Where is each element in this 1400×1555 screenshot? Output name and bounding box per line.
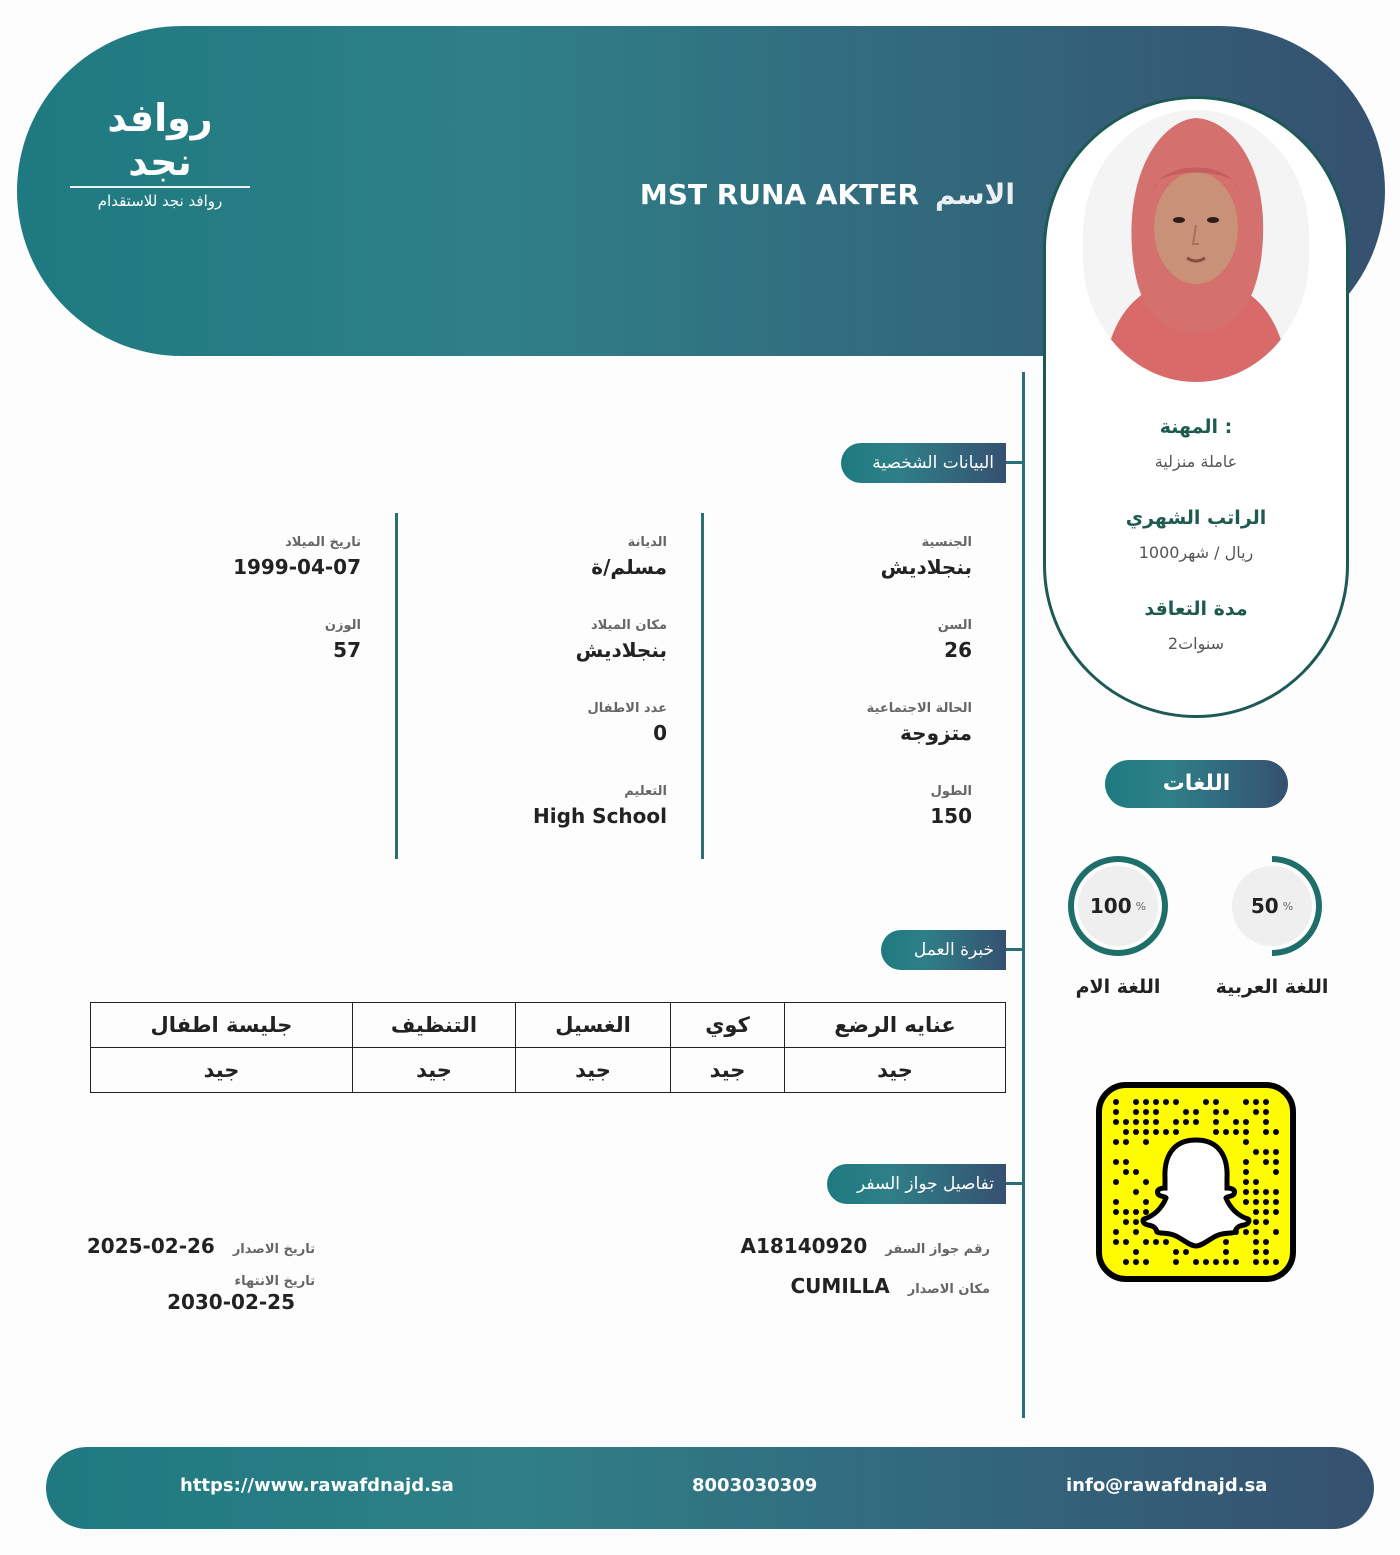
arabic-percent: 50 (1250, 894, 1279, 918)
passport-expiry-date: تاريخ الانتهاء (234, 1274, 315, 1289)
snapcode-dot (1243, 1139, 1249, 1145)
snapcode-dot (1253, 1249, 1259, 1255)
snapcode-dot (1273, 1189, 1279, 1195)
snapcode-dot (1223, 1239, 1229, 1245)
snapcode-dot (1213, 1129, 1219, 1135)
snapcode-dot (1133, 1189, 1139, 1195)
snapcode-dot (1133, 1109, 1139, 1115)
snapcode-dot (1153, 1099, 1159, 1105)
snapcode-dot (1143, 1139, 1149, 1145)
snapcode-dot (1133, 1129, 1139, 1135)
snapcode-dot (1123, 1239, 1129, 1245)
snapcode-dot (1123, 1219, 1129, 1225)
snapcode-dot (1243, 1189, 1249, 1195)
field-religion: الديانة مسلم/ة (591, 535, 667, 579)
snapcode-dot (1143, 1109, 1149, 1115)
snapcode-dot (1143, 1209, 1149, 1215)
passport-issue-place: مكان الاصدار CUMILLA (790, 1274, 990, 1298)
snapcode-dot (1263, 1099, 1269, 1105)
snapcode-dot (1263, 1209, 1269, 1215)
snapcode-dot (1253, 1099, 1259, 1105)
skill-value: جيد (785, 1048, 1006, 1093)
snapcode-dot (1113, 1139, 1119, 1145)
snapcode-dot (1153, 1239, 1159, 1245)
snapcode-dot (1253, 1199, 1259, 1205)
snapcode-dot (1243, 1199, 1249, 1205)
lang-arabic: اللغة العربية (1215, 976, 1329, 998)
field-birthplace: مكان الميلاد بنجلاديش (575, 618, 667, 662)
snapcode-dot (1163, 1099, 1169, 1105)
snapcode-dot (1263, 1149, 1269, 1155)
snapcode-dot (1153, 1119, 1159, 1125)
skill-value: جيد (516, 1048, 671, 1093)
snapcode-dot (1263, 1159, 1269, 1165)
section-tick (1006, 948, 1022, 951)
company-logo (70, 96, 250, 210)
salary-label: الراتب الشهري (1125, 507, 1267, 529)
arabic-level-ring (1222, 856, 1322, 956)
worker-photo (1083, 110, 1309, 382)
snapcode-dot (1213, 1109, 1219, 1115)
snapcode-dot (1143, 1099, 1149, 1105)
snapcode-dot (1213, 1259, 1219, 1265)
contract-label: مدة التعاقد (1144, 598, 1248, 620)
skill-header: التنظيف (353, 1003, 516, 1048)
snapcode-dot (1253, 1209, 1259, 1215)
snapcode-dot (1143, 1199, 1149, 1205)
snapcode-dot (1233, 1129, 1239, 1135)
snapcode-dot (1173, 1119, 1179, 1125)
field-weight: الوزن 57 (324, 618, 361, 662)
snapcode-dot (1133, 1209, 1139, 1215)
snapcode-dot (1113, 1229, 1119, 1235)
snapcode-dot (1233, 1119, 1239, 1125)
section-tick (1006, 1182, 1022, 1185)
snapcode-dot (1143, 1239, 1149, 1245)
snapcode-dot (1243, 1119, 1249, 1125)
snapcode-dot (1243, 1179, 1249, 1185)
snapcode-qr[interactable] (1096, 1082, 1296, 1282)
logo-text: روافد نجد للاستقدام (97, 192, 223, 210)
snapcode-dot (1253, 1179, 1259, 1185)
ghost-icon (1143, 1140, 1249, 1246)
snapcode-dot (1123, 1159, 1129, 1165)
snapcode-dot (1243, 1099, 1249, 1105)
skill-header: جليسة اطفال (91, 1003, 353, 1048)
snapcode-dot (1143, 1179, 1149, 1185)
snapcode-dot (1143, 1129, 1149, 1135)
worker-name (640, 178, 1015, 211)
snapcode-dot (1243, 1129, 1249, 1135)
snapcode-dot (1113, 1199, 1119, 1205)
snapcode-dot (1133, 1169, 1139, 1175)
snapcode-dot (1173, 1099, 1179, 1105)
table-header-row (91, 1003, 1006, 1048)
snapcode-dot (1123, 1119, 1129, 1125)
field-education: التعليم High School (533, 784, 667, 828)
passport-number: رقم جواز السفر A18140920 (740, 1234, 990, 1258)
section-experience: خبرة العمل (881, 930, 1006, 970)
snapcode-dot (1273, 1149, 1279, 1155)
profession-value: عاملة منزلية (1154, 452, 1238, 471)
snapcode-dot (1183, 1119, 1189, 1125)
snapcode-dot (1123, 1139, 1129, 1145)
snapcode-dot (1203, 1259, 1209, 1265)
snapcode-dot (1263, 1109, 1269, 1115)
website-link[interactable]: https://www.rawafdnajd.sa (180, 1475, 454, 1496)
snapcode-dot (1123, 1209, 1129, 1215)
percent-sign: % (1282, 899, 1294, 913)
snapcode-dot (1133, 1219, 1139, 1225)
snapcode-dot (1263, 1219, 1269, 1225)
snapcode-dot (1263, 1119, 1269, 1125)
snapcode-dot (1133, 1259, 1139, 1265)
salary-value: 1000ريال / شهر (1138, 543, 1254, 562)
snapcode-dot (1183, 1249, 1189, 1255)
snapcode-dot (1213, 1099, 1219, 1105)
snapcode-dot (1253, 1259, 1259, 1265)
percent-sign: % (1135, 899, 1147, 913)
snapcode-dot (1263, 1259, 1269, 1265)
snapcode-dot (1223, 1259, 1229, 1265)
snapcode-dot (1113, 1239, 1119, 1245)
logo-divider (70, 186, 250, 188)
snapcode-dot (1263, 1189, 1269, 1195)
snapcode-dot (1253, 1149, 1259, 1155)
snapcode-dot (1193, 1119, 1199, 1125)
native-percent: 100 (1089, 894, 1132, 918)
snapcode-dot (1263, 1249, 1269, 1255)
field-height: الطول 150 (930, 784, 972, 828)
snapcode-dot (1173, 1129, 1179, 1135)
snapcode-dot (1163, 1129, 1169, 1135)
snapcode-dot (1253, 1109, 1259, 1115)
snapcode-dot (1123, 1129, 1129, 1135)
phone-number[interactable]: 8003030309 (692, 1475, 818, 1496)
snapcode-dot (1263, 1239, 1269, 1245)
skill-value: جيد (91, 1048, 353, 1093)
snapcode-dot (1113, 1209, 1119, 1215)
snapcode-dot (1243, 1229, 1249, 1235)
snapcode-dot (1233, 1259, 1239, 1265)
snapcode-dot (1173, 1249, 1179, 1255)
skill-header: عنايه الرضع (785, 1003, 1006, 1048)
field-marital-status: الحالة الاجتماعية متزوجة (866, 701, 972, 745)
snapcode-dot (1203, 1099, 1209, 1105)
snapcode-dot (1133, 1229, 1139, 1235)
field-nationality: الجنسية بنجلاديش (880, 535, 972, 579)
snapcode-dot (1223, 1109, 1229, 1115)
snapcode-dot (1263, 1129, 1269, 1135)
section-passport: تفاصيل جواز السفر (827, 1164, 1006, 1204)
snapcode-dot (1113, 1179, 1119, 1185)
name-value: MST RUNA AKTER (639, 178, 920, 211)
snapcode-dot (1263, 1199, 1269, 1205)
snapcode-dot (1213, 1119, 1219, 1125)
snapcode-dot (1123, 1259, 1129, 1265)
snapcode-dot (1153, 1129, 1159, 1135)
table-row (91, 1048, 1006, 1093)
languages-title: اللغات (1105, 760, 1288, 808)
snapcode-dot (1133, 1119, 1139, 1125)
timeline-line (1022, 372, 1025, 1418)
column-divider (701, 513, 704, 859)
field-age: السن 26 (937, 618, 972, 662)
snapcode-dot (1273, 1129, 1279, 1135)
snapcode-dot (1153, 1109, 1159, 1115)
snapcode-dot (1273, 1229, 1279, 1235)
snapcode-dot (1163, 1239, 1169, 1245)
snapcode-dot (1113, 1099, 1119, 1105)
profession-label: المهنة : (1159, 416, 1233, 438)
name-label: الاسم (935, 178, 1015, 211)
snapcode-dot (1253, 1239, 1259, 1245)
skill-header: الغسيل (516, 1003, 671, 1048)
snapcode-dot (1253, 1219, 1259, 1225)
email-link[interactable]: info@rawafdnajd.sa (1066, 1475, 1268, 1496)
lang-native: اللغة الام (1075, 976, 1161, 998)
skill-value: جيد (353, 1048, 516, 1093)
section-tick (1006, 461, 1022, 464)
snapcode-dot (1113, 1119, 1119, 1125)
snapcode-dot (1193, 1259, 1199, 1265)
contract-value: 2سنوات (1167, 634, 1225, 653)
passport-issue-date: تاريخ الاصدار 2025-02-26 (86, 1234, 315, 1258)
skill-value: جيد (671, 1048, 785, 1093)
footer-bar (46, 1447, 1374, 1529)
snapcode-dot (1243, 1159, 1249, 1165)
logo-mark: روافد نجد (107, 96, 213, 184)
snapcode-dot (1243, 1169, 1249, 1175)
snapcode-dot (1193, 1109, 1199, 1115)
snapcode-dot (1273, 1199, 1279, 1205)
snapcode-dot (1143, 1119, 1149, 1125)
field-birthdate: تاريخ الميلاد 1999-04-07 (233, 535, 361, 579)
passport-expiry-value: 2030-02-25 (167, 1290, 295, 1314)
snapcode-dot (1133, 1099, 1139, 1105)
snapcode-dot (1113, 1159, 1119, 1165)
snapcode-dot (1253, 1229, 1259, 1235)
column-divider (395, 513, 398, 859)
snapcode-dot (1273, 1259, 1279, 1265)
skill-header: كوي (671, 1003, 785, 1048)
snapcode-dot (1133, 1249, 1139, 1255)
snapcode-dot (1253, 1189, 1259, 1195)
native-level-ring (1068, 856, 1168, 956)
snapcode-dot (1223, 1249, 1229, 1255)
section-personal-data: البيانات الشخصية (841, 443, 1006, 483)
snapcode-dot (1273, 1169, 1279, 1175)
snapcode-dot (1223, 1129, 1229, 1135)
field-children: عدد الاطفال 0 (587, 701, 667, 745)
snapcode-dot (1273, 1209, 1279, 1215)
skills-table (90, 1002, 1006, 1093)
snapcode-dot (1183, 1109, 1189, 1115)
snapcode-dot (1173, 1259, 1179, 1265)
snapcode-dot (1143, 1259, 1149, 1265)
snapcode-dot (1113, 1109, 1119, 1115)
snapcode-dot (1123, 1169, 1129, 1175)
snapcode-dot (1273, 1159, 1279, 1165)
